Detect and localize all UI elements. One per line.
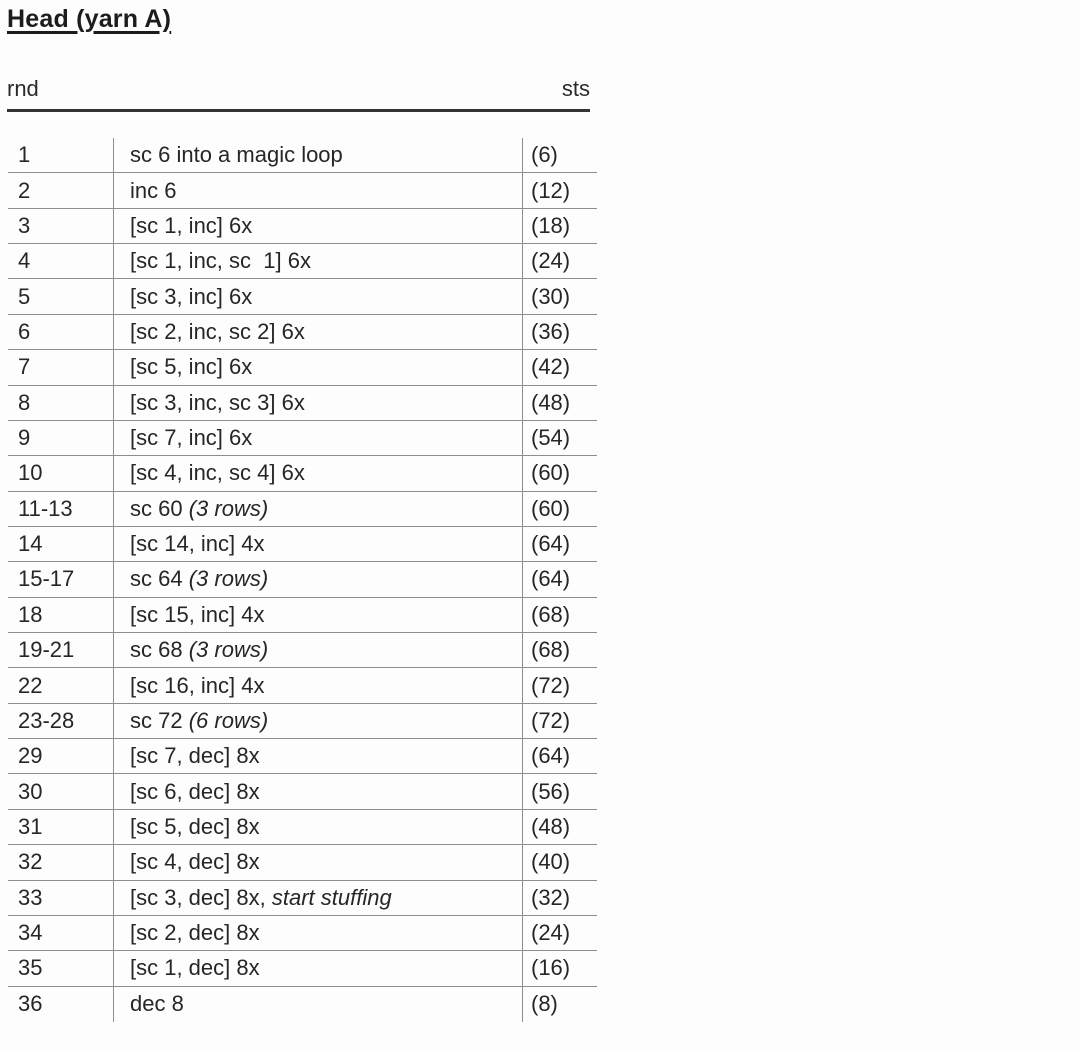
instruction-cell: [114, 633, 523, 667]
round-number: 14: [18, 531, 43, 557]
instruction-text: [sc 6, dec] 8x: [130, 778, 260, 804]
round-number: 34: [18, 920, 43, 946]
stitch-count-cell: [523, 987, 597, 1022]
round-number: 31: [18, 814, 43, 839]
stitch-count-cell: [523, 421, 597, 455]
instruction-cell: [114, 421, 523, 455]
round-cell: [8, 916, 114, 950]
stitch-count: (48): [531, 814, 571, 839]
instruction-cell: [114, 774, 523, 808]
stitch-count-cell: [523, 279, 597, 313]
instruction-text: [sc 2, inc, sc 2] 6x: [130, 318, 305, 344]
stitch-count-cell: [523, 810, 597, 844]
stitch-count: (72): [531, 672, 571, 698]
round-number: 19-21: [18, 637, 75, 663]
round-cell: [8, 633, 114, 667]
stitch-count: (64): [531, 531, 571, 557]
instruction-text: [sc 4, inc, sc 4] 6x: [130, 460, 305, 486]
stitch-count-cell: [523, 244, 597, 278]
stitch-count: (56): [531, 778, 571, 804]
round-cell: [8, 562, 114, 596]
table-row: [8, 386, 597, 421]
round-cell: [8, 987, 114, 1022]
round-number: 8: [18, 389, 31, 415]
stitch-count: (40): [531, 849, 571, 875]
round-cell: [8, 386, 114, 420]
stitch-count-cell: [523, 739, 597, 773]
round-cell: [8, 881, 114, 915]
instruction-text: [sc 15, inc] 4x: [130, 601, 265, 627]
instruction-italic-text: (3 rows): [188, 495, 269, 521]
column-header-rnd: rnd: [7, 76, 39, 101]
round-number: 35: [18, 955, 43, 981]
round-number: 29: [18, 743, 43, 769]
instruction-text: [sc 3, dec] 8x,: [130, 884, 272, 910]
stitch-count: (24): [531, 248, 571, 274]
table-row: [8, 350, 597, 385]
column-header-sts: sts: [561, 76, 590, 101]
round-cell: [8, 810, 114, 844]
table-row: [8, 739, 597, 774]
round-cell: [8, 279, 114, 313]
round-number: 10: [18, 460, 43, 486]
stitch-count: (8): [531, 991, 558, 1017]
round-number: 33: [18, 884, 43, 910]
instruction-cell: [114, 916, 523, 950]
stitch-count: (54): [531, 425, 571, 451]
stitch-count: (64): [531, 743, 571, 769]
round-number: 30: [18, 778, 43, 804]
round-number: 15-17: [18, 566, 75, 592]
stitch-count: (68): [531, 601, 571, 627]
round-cell: [8, 704, 114, 738]
instruction-cell: [114, 562, 523, 596]
round-cell: [8, 668, 114, 702]
table-row: [8, 527, 597, 562]
round-cell: [8, 774, 114, 808]
round-cell: [8, 492, 114, 526]
instruction-cell: [114, 138, 523, 172]
stitch-count-cell: [523, 138, 597, 172]
round-number: 5: [18, 283, 31, 309]
instruction-text: [sc 3, inc, sc 3] 6x: [130, 389, 305, 415]
stitch-count: (60): [531, 460, 571, 486]
stitch-count-cell: [523, 881, 597, 915]
instruction-text: dec 8: [130, 991, 184, 1017]
stitch-count: (48): [531, 389, 571, 415]
instruction-cell: [114, 704, 523, 738]
instruction-cell: [114, 279, 523, 313]
instruction-text: [sc 7, inc] 6x: [130, 425, 253, 451]
round-cell: [8, 598, 114, 632]
stitch-count-cell: [523, 386, 597, 420]
stitch-count: (60): [531, 495, 571, 521]
instruction-text: sc 64: [130, 566, 189, 592]
instruction-text: [sc 1, inc, sc 1] 6x: [130, 248, 311, 274]
stitch-count: (16): [531, 955, 571, 981]
instruction-cell: [114, 810, 523, 844]
round-cell: [8, 421, 114, 455]
instruction-cell: [114, 456, 523, 490]
instruction-cell: [114, 244, 523, 278]
instruction-cell: [114, 350, 523, 384]
stitch-count-cell: [523, 774, 597, 808]
table-row: [8, 138, 597, 173]
table-row: [8, 244, 597, 279]
stitch-count-cell: [523, 845, 597, 879]
page-title: Head (yarn A): [7, 5, 172, 33]
round-number: 3: [18, 212, 31, 238]
table-row: [8, 456, 597, 491]
stitch-count: (24): [531, 920, 571, 946]
round-cell: [8, 209, 114, 243]
round-cell: [8, 456, 114, 490]
table-row: [8, 668, 597, 703]
stitch-count-cell: [523, 527, 597, 561]
stitch-count: (64): [531, 566, 571, 592]
stitch-count: (42): [531, 354, 571, 380]
round-number: 11-13: [18, 495, 73, 521]
table-row: [8, 279, 597, 314]
instruction-text: [sc 2, dec] 8x: [130, 920, 260, 946]
table-row: [8, 810, 597, 845]
table-row: [8, 951, 597, 986]
instruction-text: sc 68: [130, 637, 189, 663]
instruction-text: [sc 3, inc] 6x: [130, 283, 253, 309]
instruction-text: [sc 1, dec] 8x: [130, 955, 260, 981]
table-row: [8, 562, 597, 597]
table-row: [8, 916, 597, 951]
round-number: 6: [18, 318, 31, 344]
instruction-italic-text: (3 rows): [188, 637, 269, 663]
round-number: 18: [18, 601, 43, 627]
round-cell: [8, 350, 114, 384]
instruction-cell: [114, 315, 523, 349]
instruction-italic-text: (3 rows): [188, 566, 269, 592]
table-row: [8, 173, 597, 208]
stitch-count: (68): [531, 637, 571, 663]
stitch-count-cell: [523, 951, 597, 985]
stitch-count-cell: [523, 916, 597, 950]
instruction-cell: [114, 987, 523, 1022]
pattern-table: [8, 138, 597, 1022]
instruction-cell: [114, 668, 523, 702]
stitch-count: (12): [531, 177, 571, 203]
stitch-count: (18): [531, 212, 571, 238]
table-row: [8, 492, 597, 527]
instruction-cell: [114, 173, 523, 207]
stitch-count: (30): [531, 283, 571, 309]
column-headers: [7, 76, 590, 112]
instruction-cell: [114, 209, 523, 243]
table-row: [8, 315, 597, 350]
table-row: [8, 987, 597, 1022]
stitch-count-cell: [523, 704, 597, 738]
stitch-count-cell: [523, 633, 597, 667]
stitch-count: (6): [531, 142, 558, 168]
round-number: 9: [18, 425, 31, 451]
instruction-text: [sc 5, dec] 8x: [130, 814, 260, 839]
stitch-count-cell: [523, 668, 597, 702]
table-row: [8, 633, 597, 668]
round-number: 23-28: [18, 707, 75, 733]
round-cell: [8, 315, 114, 349]
round-number: 22: [18, 672, 43, 698]
instruction-text: inc 6: [130, 177, 177, 203]
round-cell: [8, 951, 114, 985]
instruction-cell: [114, 527, 523, 561]
instruction-cell: [114, 951, 523, 985]
stitch-count: (72): [531, 707, 571, 733]
stitch-count: (36): [531, 318, 571, 344]
stitch-count-cell: [523, 598, 597, 632]
table-row: [8, 598, 597, 633]
instruction-cell: [114, 845, 523, 879]
stitch-count: (32): [531, 884, 571, 910]
round-cell: [8, 739, 114, 773]
instruction-text: [sc 1, inc] 6x: [130, 212, 253, 238]
table-row: [8, 774, 597, 809]
instruction-text: [sc 14, inc] 4x: [130, 531, 265, 557]
stitch-count-cell: [523, 173, 597, 207]
stitch-count-cell: [523, 350, 597, 384]
instruction-italic-text: (6 rows): [188, 707, 269, 733]
table-row: [8, 845, 597, 880]
instruction-text: [sc 5, inc] 6x: [130, 354, 253, 380]
instruction-text: sc 60: [130, 495, 189, 521]
table-row: [8, 704, 597, 739]
instruction-text: sc 72: [130, 707, 189, 733]
instruction-cell: [114, 386, 523, 420]
stitch-count-cell: [523, 456, 597, 490]
round-cell: [8, 138, 114, 172]
round-cell: [8, 845, 114, 879]
round-number: 1: [18, 142, 31, 168]
round-number: 7: [18, 354, 31, 380]
table-row: [8, 421, 597, 456]
round-number: 32: [18, 849, 43, 875]
table-row: [8, 881, 597, 916]
stitch-count-cell: [523, 562, 597, 596]
instruction-cell: [114, 598, 523, 632]
round-cell: [8, 173, 114, 207]
stitch-count-cell: [523, 209, 597, 243]
instruction-cell: [114, 492, 523, 526]
instruction-text: sc 6 into a magic loop: [130, 142, 343, 168]
instruction-cell: [114, 739, 523, 773]
round-cell: [8, 527, 114, 561]
round-number: 36: [18, 991, 43, 1017]
instruction-cell: [114, 881, 523, 915]
table-row: [8, 209, 597, 244]
instruction-text: [sc 4, dec] 8x: [130, 849, 260, 875]
stitch-count-cell: [523, 492, 597, 526]
round-number: 4: [18, 248, 31, 274]
instruction-italic-text: start stuffing: [271, 884, 392, 910]
stitch-count-cell: [523, 315, 597, 349]
round-cell: [8, 244, 114, 278]
round-number: 2: [18, 177, 31, 203]
instruction-text: [sc 16, inc] 4x: [130, 672, 265, 698]
instruction-text: [sc 7, dec] 8x: [130, 743, 260, 769]
